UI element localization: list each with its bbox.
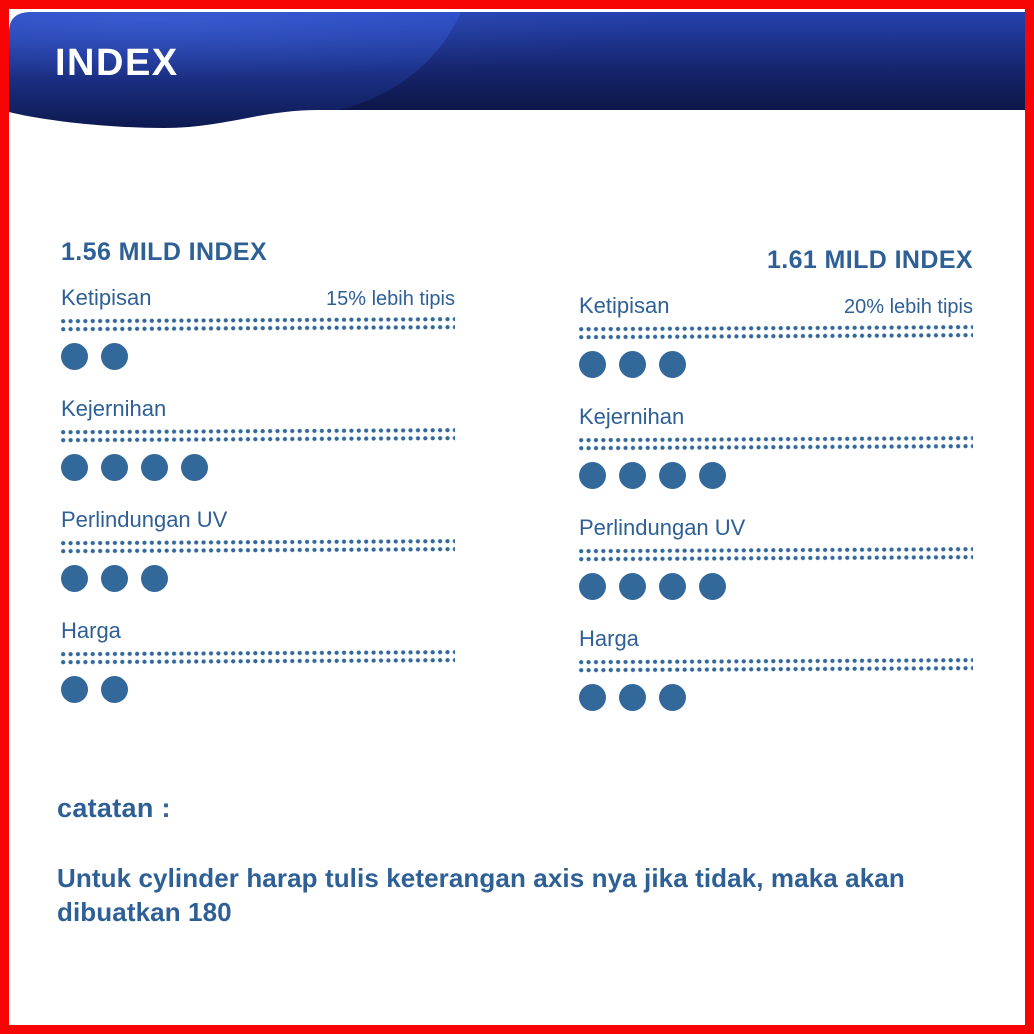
rating-dot <box>181 454 208 481</box>
attribute-header <box>579 625 973 653</box>
rating-dot <box>619 573 646 600</box>
attribute-label: Kejernihan <box>579 404 685 429</box>
dotted-separator <box>579 658 973 675</box>
rating-dot <box>579 462 606 489</box>
page-title: INDEX <box>55 42 179 84</box>
dotted-separator <box>61 650 455 667</box>
attribute-header <box>61 617 455 645</box>
rating-dot <box>659 351 686 378</box>
rating-dot <box>101 565 128 592</box>
attribute-header <box>579 514 973 542</box>
dotted-separator <box>579 325 973 342</box>
rating-dots <box>61 676 455 703</box>
attribute-label: Perlindungan UV <box>61 507 228 532</box>
attribute-header <box>579 403 973 431</box>
rating-dot <box>579 351 606 378</box>
index-column <box>579 238 973 736</box>
index-column <box>61 238 455 736</box>
rating-dot <box>61 454 88 481</box>
rating-dots <box>579 462 973 489</box>
rating-dot <box>659 573 686 600</box>
comparison-section <box>61 238 973 736</box>
rating-dot <box>579 684 606 711</box>
rating-dot <box>699 573 726 600</box>
rating-dot <box>619 684 646 711</box>
attribute-row <box>579 292 973 378</box>
attribute-row <box>579 403 973 489</box>
rating-dots <box>579 351 973 378</box>
rating-dots <box>61 343 455 370</box>
note-section <box>57 793 987 930</box>
header-banner <box>9 12 1025 134</box>
attribute-row <box>61 617 455 703</box>
index-column-title: 1.56 MILD INDEX <box>61 238 268 266</box>
note-body: Untuk cylinder harap tulis keterangan axis nya jika tidak, maka akan dibuatkan 180 <box>57 863 905 927</box>
rating-dot <box>579 573 606 600</box>
attribute-row <box>61 284 455 370</box>
rating-dot <box>141 565 168 592</box>
attribute-label: Perlindungan UV <box>579 515 746 540</box>
attribute-header <box>61 395 455 423</box>
rating-dot <box>61 565 88 592</box>
rating-dot <box>659 462 686 489</box>
dotted-separator <box>579 547 973 564</box>
attribute-label: Harga <box>61 618 121 643</box>
rating-dots <box>579 684 973 711</box>
rating-dot <box>61 676 88 703</box>
rating-dot <box>141 454 168 481</box>
attribute-label: Ketipisan <box>579 293 670 318</box>
rating-dots <box>61 454 455 481</box>
rating-dot <box>619 462 646 489</box>
attribute-row <box>61 395 455 481</box>
attribute-header <box>579 292 973 320</box>
attribute-header <box>61 506 455 534</box>
attribute-annotation: 20% lebih tipis <box>844 296 973 318</box>
rating-dot <box>659 684 686 711</box>
attribute-row <box>61 506 455 592</box>
dotted-separator <box>61 539 455 556</box>
rating-dot <box>101 343 128 370</box>
dotted-separator <box>579 436 973 453</box>
dotted-separator <box>61 428 455 445</box>
attribute-row <box>579 514 973 600</box>
dotted-separator <box>61 317 455 334</box>
rating-dots <box>579 573 973 600</box>
rating-dot <box>101 676 128 703</box>
rating-dot <box>61 343 88 370</box>
attribute-row <box>579 625 973 711</box>
attribute-label: Ketipisan <box>61 285 152 310</box>
rating-dot <box>619 351 646 378</box>
attribute-header <box>61 284 455 312</box>
note-heading: catatan : <box>57 793 171 823</box>
rating-dot <box>699 462 726 489</box>
attribute-annotation: 15% lebih tipis <box>326 288 455 310</box>
attribute-label: Kejernihan <box>61 396 167 421</box>
attribute-label: Harga <box>579 626 639 651</box>
rating-dots <box>61 565 455 592</box>
index-column-title: 1.61 MILD INDEX <box>766 246 973 274</box>
rating-dot <box>101 454 128 481</box>
